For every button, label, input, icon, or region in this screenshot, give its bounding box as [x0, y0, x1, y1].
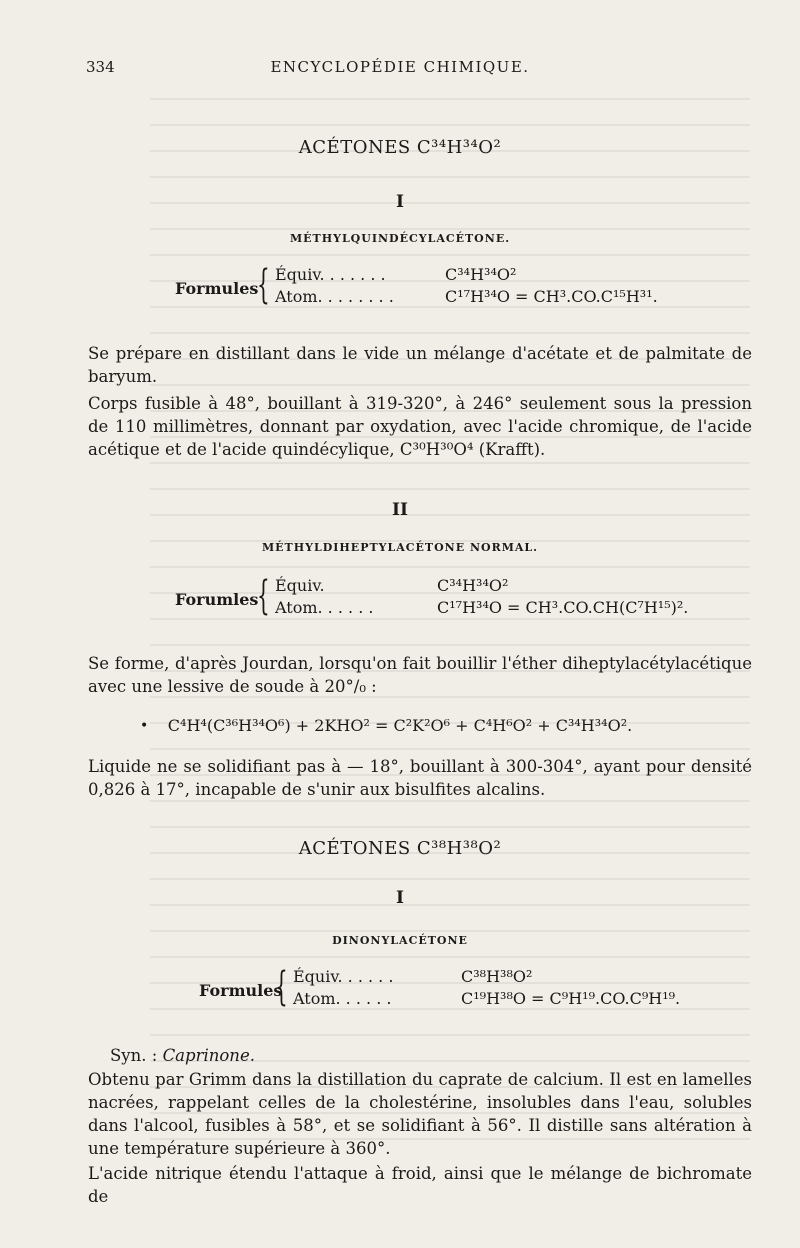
formula-label: Formules [199, 981, 283, 1000]
formula-block-2 [175, 574, 735, 630]
synonym-line [110, 1046, 255, 1065]
paragraph: Liquide ne se solidifiant pas à — 18°, bouillant à 300-304°, ayant pour densité 0,826 à 17°, incapable de s'unir aux bisulfites alcalins. [88, 757, 752, 799]
section3-numeral: I [396, 888, 404, 908]
equiv-formula: C³⁴H³⁴O² [445, 265, 517, 284]
page-header [0, 58, 800, 82]
chemical-equation: C⁴H⁴(C³⁶H³⁴O⁶) + 2KHO² = C²K²O⁶ + C⁴H⁶O² + C³⁴H³⁴O². [167, 716, 633, 735]
paragraph: Se forme, d'après Jourdan, lorsqu'on fait bouillir l'éther diheptylacétylacétique avec une lessive de soude à 20°/₀ : [88, 654, 752, 696]
atom-formula: C¹⁹H³⁸O = C⁹H¹⁹.CO.C⁹H¹⁹. [461, 989, 681, 1008]
paragraph: Se prépare en distillant dans le vide un mélange d'acétate et de palmitate de baryum. [88, 344, 752, 386]
paragraph: Obtenu par Grimm dans la distillation du caprate de calcium. Il est en lamelles nacrées, rappelant celles de la cholestérine, insolubles dans l'eau, solubles dans l'alcool, fusibles à 58°, et se solidifiant à 56°. Il distille sans altération à une température supérieure à 360°. [88, 1070, 752, 1158]
equiv-label: Équiv. [275, 576, 325, 595]
section1-numeral: I [396, 192, 404, 212]
equiv-formula: C³⁸H³⁸O² [461, 967, 533, 986]
section2-numeral: II [392, 500, 408, 520]
atom-label: Atom. . . . . . [275, 598, 374, 617]
atom-formula: C¹⁷H³⁴O = CH³.CO.C¹⁵H³¹. [445, 287, 658, 306]
synonym-value: Caprinone. [162, 1046, 255, 1065]
section-title-c34: ACÉTONES C³⁴H³⁴O² [298, 137, 502, 158]
page-number: 334 [86, 58, 115, 76]
formula-label: Forumles [175, 590, 259, 609]
atom-formula: C¹⁷H³⁴O = CH³.CO.CH(C⁷H¹⁵)². [437, 598, 689, 617]
brace-glyph: { [257, 262, 270, 308]
section-title-c38: ACÉTONES C³⁸H³⁸O² [298, 838, 502, 859]
brace-glyph: { [275, 964, 288, 1010]
compound-name-dinonylacetone: DINONYLACÉTONE [332, 934, 468, 947]
equiv-label: Équiv. . . . . . [293, 967, 394, 986]
compound-name-methylquindecylacetone: MÉTHYLQUINDÉCYLACÉTONE. [289, 232, 511, 245]
formula-block-3 [175, 965, 735, 1021]
bullet-mark: • [140, 718, 149, 734]
equiv-formula: C³⁴H³⁴O² [437, 576, 509, 595]
paragraph: Corps fusible à 48°, bouillant à 319-320°, à 246° seulement sous la pression de 110 millimètres, donnant par oxydation, avec l'acide chromique, de l'acide acétique et de l'acide quindécylique, C³⁰H³⁰O⁴ (Krafft). [88, 394, 752, 459]
formula-block-1 [175, 263, 735, 319]
atom-label: Atom. . . . . . [293, 989, 392, 1008]
atom-label: Atom. . . . . . . . [275, 287, 394, 306]
brace-glyph: { [257, 573, 270, 619]
paragraph: L'acide nitrique étendu l'attaque à froid, ainsi que le mélange de bichromate de [88, 1164, 752, 1206]
formula-label: Formules [175, 279, 259, 298]
synonym-label: Syn. : [110, 1046, 158, 1065]
compound-name-methyldiheptylacetone: MÉTHYLDIHEPTYLACÉTONE NORMAL. [262, 541, 538, 554]
equiv-label: Équiv. . . . . . . [275, 265, 386, 284]
running-head: ENCYCLOPÉDIE CHIMIQUE. [270, 58, 530, 76]
